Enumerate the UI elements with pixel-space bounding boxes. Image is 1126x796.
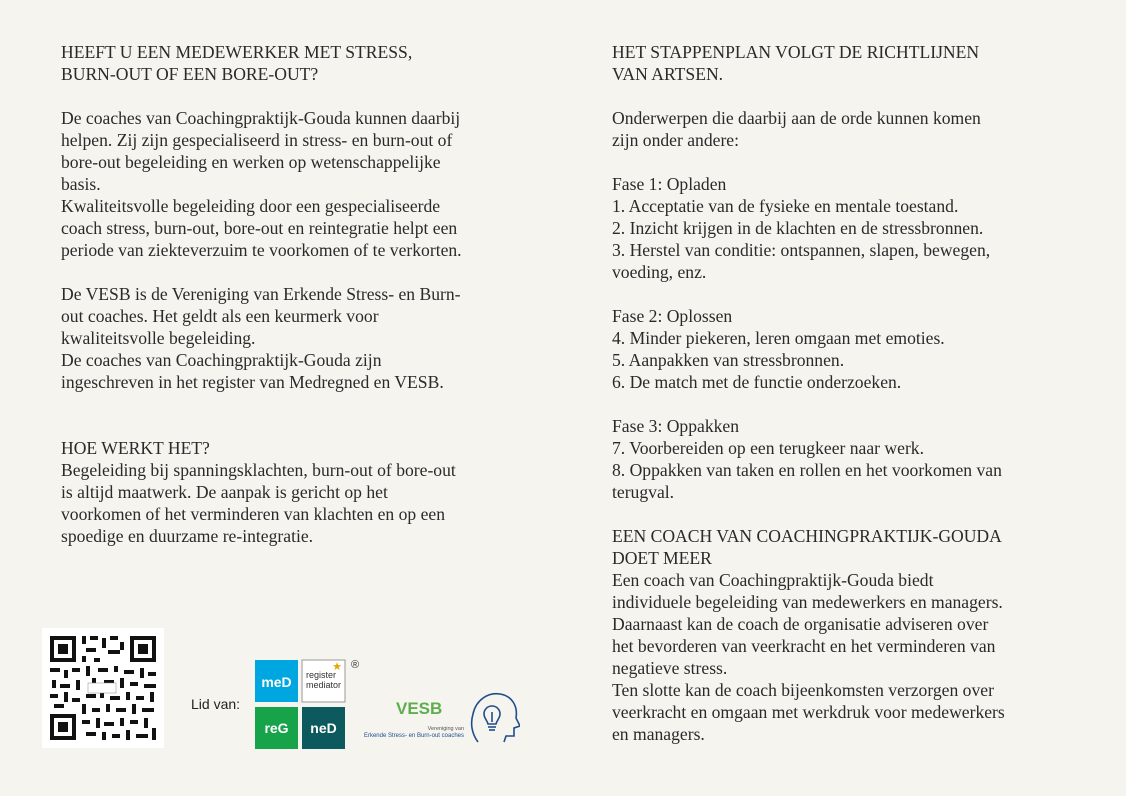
right-intro: Onderwerpen die daarbij aan de orde kunnen komen zijn onder andere: [612,108,981,150]
left-paragraph-coaches: De coaches van Coachingpraktijk-Gouda kunnen daarbij helpen. Zij zijn gespecialiseerd in stress- en burn-out of bore-out begeleiding en werken op wetenschappelijke basis. Kwaliteitsvolle begeleiding door een gespecialiseerde coach stress, burn-out, bore-out en reintegratie helpt een periode van ziekteverzuim te voorkomen of te verkorten. [61,108,462,260]
lid-van-label: Lid van: [191,696,241,712]
left-heading-stress: HEEFT U EEN MEDEWERKER MET STRESS, BURN-OUT OF EEN BORE-OUT? [61,42,413,84]
ned-tile-text: neD [310,720,337,736]
vesb-logo [360,684,520,748]
vesb-sub1: Vereniging van [427,726,464,732]
vesb-name: VESB [396,699,443,718]
right-heading-stappenplan: HET STAPPENPLAN VOLGT DE RICHTLIJNEN VAN ARTSEN. [612,42,980,84]
vesb-sub2: Erkende Stress- en Burn-out coaches [363,733,464,739]
registered-mark: ® [351,659,359,671]
mediator-text: mediator [306,680,342,690]
left-paragraph-maatwerk: Begeleiding bij spanningsklachten, burn-out of bore-out is altijd maatwerk. De aanpak is gericht op het voorkomen of het verminderen van klachten en op een spoedige en duurzame re-integratie. [61,460,456,546]
qr-code-image [42,628,164,748]
med-tile-text: meD [261,674,292,690]
right-heading-coach-doet-meer: EEN COACH VAN COACHINGPRAKTIJK-GOUDA DOET MEER [612,526,1002,568]
head-lightbulb-icon [472,694,520,742]
left-heading-hoe-werkt-het: HOE WERKT HET? [61,438,210,458]
fase-3-block: Fase 3: Oppakken 7. Voorbereiden op een terugkeer naar werk. 8. Oppakken van taken en rollen en het voorkomen van terugval. [612,416,1002,502]
right-column [612,41,1082,745]
register-text: register [306,670,337,680]
left-column [61,41,531,547]
star-icon: ★ [332,661,342,673]
right-paragraph-coach: Een coach van Coachingpraktijk-Gouda biedt individuele begeleiding van medewerkers en managers. Daarnaast kan de coach de organisatie adviseren over het bevorderen van veerkracht en het verminderen van negatieve stress. Ten slotte kan de coach bijeenkomsten verzorgen over veerkracht en omgaan met werkdruk voor medewerkers en managers. [612,570,1005,744]
left-paragraph-vesb: De VESB is de Vereniging van Erkende Stress- en Burn- out coaches. Het geldt als een keurmerk voor kwaliteitsvolle begeleiding. De coaches van Coachingpraktijk-Gouda zijn ingeschreven in het register van Medregned en VESB. [61,284,461,392]
fase-2-block: Fase 2: Oplossen 4. Minder piekeren, leren omgaan met emoties. 5. Aanpakken van stressbronnen. 6. De match met de functie onderzoeken. [612,306,945,392]
fase-1-block: Fase 1: Opladen 1. Acceptatie van de fysieke en mentale toestand. 2. Inzicht krijgen in de klachten en de stressbronnen. 3. Herstel van conditie: ontspannen, slapen, bewegen, voeding, enz. [612,174,991,282]
medregned-logo [255,658,359,750]
reg-tile-text: reG [264,720,289,736]
